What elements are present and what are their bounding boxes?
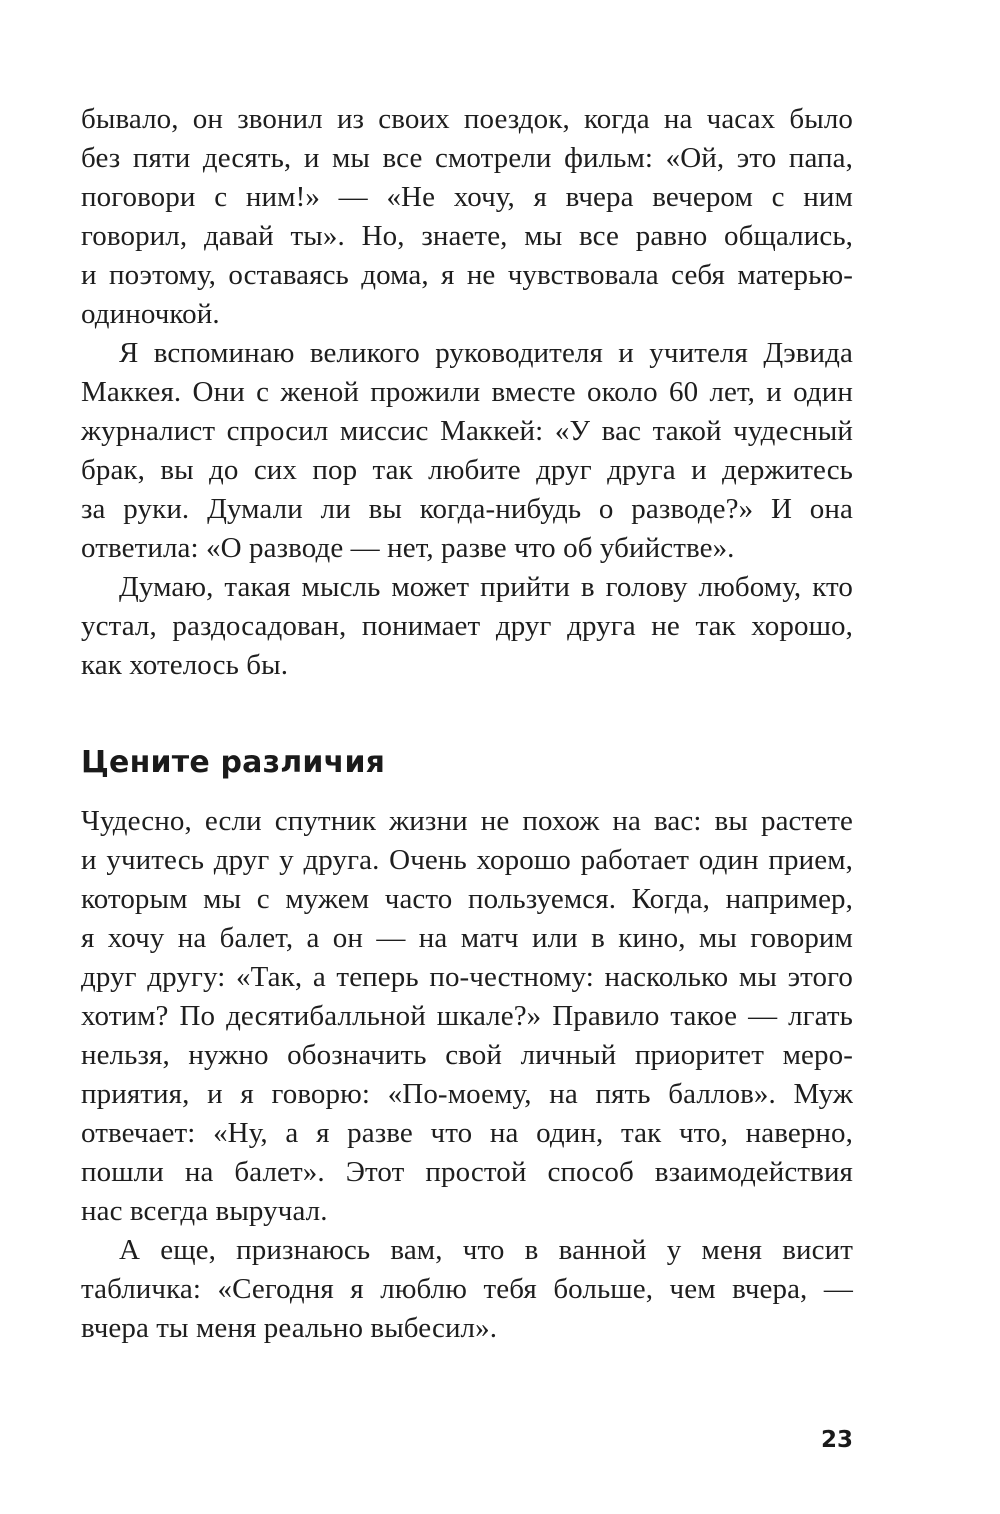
text-line: и учитесь друг у друга. Очень хорошо работает один прием, bbox=[81, 844, 853, 876]
paragraph-continued bbox=[81, 100, 853, 334]
text-line: А еще, признаюсь вам, что в ванной у меня висит bbox=[119, 1234, 853, 1266]
text-line: Я вспоминаю великого руководителя и учителя Дэвида bbox=[119, 337, 853, 369]
text-line: без пяти десять, и мы все смотрели фильм: «Ой, это папа, bbox=[81, 142, 853, 174]
paragraph-differences bbox=[81, 802, 853, 1231]
text-line: журналист спросил миссис Маккей: «У вас такой чудесный bbox=[81, 415, 853, 447]
text-line: отвечает: «Ну, а я разве что на один, так что, наверно, bbox=[81, 1117, 853, 1149]
text-line: как хотелось бы. bbox=[81, 649, 289, 681]
text-line: брак, вы до сих пор так любите друг друга и держитесь bbox=[81, 454, 853, 486]
paragraph-thought bbox=[81, 568, 853, 685]
text-line: нас всегда выручал. bbox=[81, 1195, 328, 1227]
text-line: и поэтому, оставаясь дома, я не чувствовала себя матерью- bbox=[81, 259, 853, 291]
text-line: пошли на балет». Этот простой способ взаимодействия bbox=[81, 1156, 853, 1188]
text-line: говорил, давай ты». Но, знаете, мы все равно общались, bbox=[81, 220, 853, 252]
text-line: Чудесно, если спутник жизни не похож на вас: вы растете bbox=[81, 805, 853, 837]
text-line: хотим? По десятибалльной шкале?» Правило такое — лгать bbox=[81, 1000, 853, 1032]
text-line: я хочу на балет, а он — на матч или в кино, мы говорим bbox=[81, 922, 853, 954]
text-line: нельзя, нужно обозначить свой личный приоритет меро- bbox=[81, 1039, 853, 1071]
text-line: вчера ты меня реально выбесил». bbox=[81, 1312, 498, 1344]
text-line: за руки. Думали ли вы когда-нибудь о разводе?» И она bbox=[81, 493, 853, 525]
paragraph-mckay bbox=[81, 334, 853, 568]
text-line: Маккея. Они с женой прожили вместе около 60 лет, и один bbox=[81, 376, 853, 408]
text-line: друг другу: «Так, а теперь по-честному: насколько мы этого bbox=[81, 961, 853, 993]
page-number: 23 bbox=[820, 1427, 853, 1453]
text-line: Думаю, такая мысль может прийти в голову любому, кто bbox=[119, 571, 853, 603]
section-heading: Цените различия bbox=[81, 745, 386, 780]
text-line: бывало, он звонил из своих поездок, когда на часах было bbox=[81, 103, 853, 135]
text-line: которым мы с мужем часто пользуемся. Когда, например, bbox=[81, 883, 853, 915]
text-line: одиночкой. bbox=[81, 298, 220, 330]
text-line: поговори с ним!» — «Не хочу, я вчера вечером с ним bbox=[81, 181, 853, 213]
paragraph-sign bbox=[81, 1231, 853, 1348]
text-line: устал, раздосадован, понимает друг друга не так хорошо, bbox=[81, 610, 853, 642]
text-line: ответила: «О разводе — нет, разве что об убийстве». bbox=[81, 532, 735, 564]
text-line: табличка: «Сегодня я люблю тебя больше, чем вчера, — bbox=[81, 1273, 853, 1305]
text-line: приятия, и я говорю: «По-моему, на пять баллов». Муж bbox=[81, 1078, 853, 1110]
